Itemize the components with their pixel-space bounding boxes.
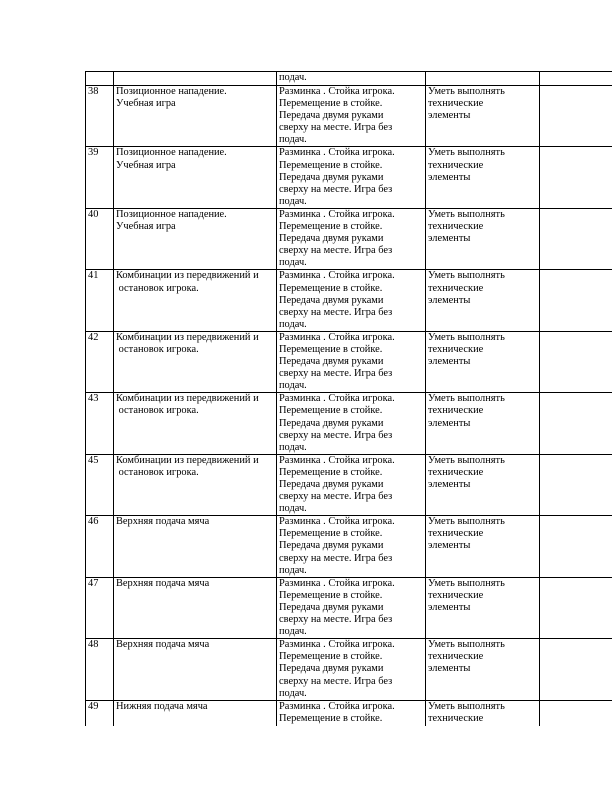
lesson-content-cell <box>277 639 426 700</box>
content-line: Перемещение в стойке. <box>279 98 383 110</box>
skills-line: элементы <box>428 171 471 183</box>
lesson-skills-cell <box>426 270 540 331</box>
content-line: Передача двумя руками <box>279 294 384 306</box>
lesson-skills-cell <box>426 331 540 392</box>
lesson-number-cell: 40 <box>86 208 114 269</box>
lesson-number-cell: 47 <box>86 577 114 638</box>
lesson-skills-cell <box>426 454 540 515</box>
skills-line: технические <box>428 651 484 663</box>
lesson-skills-cell <box>426 700 540 726</box>
lesson-content-cell <box>277 516 426 577</box>
table-body <box>86 72 612 726</box>
skills-line: технические <box>428 528 484 540</box>
lesson-content-cell <box>277 270 426 331</box>
lesson-extra-cell <box>540 86 612 147</box>
content-line: Разминка . Стойка игрока. <box>279 331 395 343</box>
skills-line: технические <box>428 405 484 417</box>
lesson-content-cell <box>277 208 426 269</box>
content-line: Разминка . Стойка игрока. <box>279 393 395 405</box>
lesson-skills-cell <box>426 393 540 454</box>
content-line: Разминка . Стойка игрока. <box>279 700 395 712</box>
content-line: сверху на месте. Игра без <box>279 491 393 503</box>
lesson-extra-cell <box>540 393 612 454</box>
lesson-row <box>86 86 612 147</box>
lesson-extra-cell <box>540 72 612 86</box>
lesson-content-cell <box>277 393 426 454</box>
topic-line: Комбинации из передвижений и <box>116 331 259 343</box>
skills-line: Уметь выполнять <box>428 516 505 528</box>
lesson-number-cell: 48 <box>86 639 114 700</box>
lesson-topic-cell <box>114 639 277 700</box>
skills-line: технические <box>428 712 484 724</box>
content-line: Перемещение в стойке. <box>279 282 383 294</box>
lesson-row <box>86 577 612 638</box>
content-line: подач. <box>279 564 307 576</box>
skills-line: технические <box>428 343 484 355</box>
topic-line: Комбинации из передвижений и <box>116 270 259 282</box>
skills-line: Уметь выполнять <box>428 270 505 282</box>
topic-line: Позиционное нападение. <box>116 86 227 97</box>
lesson-number-cell: 38 <box>86 86 114 147</box>
skills-line: Уметь выполнять <box>428 331 505 343</box>
lesson-number-cell: 41 <box>86 270 114 331</box>
lesson-topic-cell <box>114 270 277 331</box>
lesson-topic-cell <box>114 147 277 208</box>
skills-line: технические <box>428 98 484 110</box>
content-line: подач. <box>279 441 307 453</box>
lesson-topic-cell <box>114 454 277 515</box>
content-line: подач. <box>279 257 307 269</box>
content-line: Передача двумя руками <box>279 601 384 613</box>
lesson-topic-cell <box>114 393 277 454</box>
skills-line: технические <box>428 466 484 478</box>
lesson-skills-cell <box>426 86 540 147</box>
skills-line: элементы <box>428 417 471 429</box>
lesson-topic-cell <box>114 72 277 86</box>
topic-line: Нижняя подача мяча <box>116 700 208 712</box>
topic-line: Учебная игра <box>116 221 176 233</box>
lesson-number-cell: 46 <box>86 516 114 577</box>
lesson-skills-cell <box>426 516 540 577</box>
content-line: Разминка . Стойка игрока. <box>279 639 395 651</box>
lesson-extra-cell <box>540 639 612 700</box>
content-line: Перемещение в стойке. <box>279 343 383 355</box>
topic-line: Верхняя подача мяча <box>116 577 210 589</box>
content-line: Передача двумя руками <box>279 540 384 552</box>
content-line: Перемещение в стойке. <box>279 712 383 724</box>
skills-line: технические <box>428 159 484 171</box>
skills-line: элементы <box>428 233 471 245</box>
content-line: Разминка . Стойка игрока. <box>279 86 395 97</box>
skills-line: элементы <box>428 601 471 613</box>
lesson-topic-cell <box>114 577 277 638</box>
lesson-row <box>86 516 612 577</box>
lesson-extra-cell <box>540 516 612 577</box>
content-line: Передача двумя руками <box>279 233 384 245</box>
content-line: подач. <box>279 134 307 146</box>
lesson-row <box>86 639 612 700</box>
topic-line: Позиционное нападение. <box>116 208 227 220</box>
skills-line: элементы <box>428 110 471 122</box>
lesson-extra-cell <box>540 208 612 269</box>
skills-line: технические <box>428 589 484 601</box>
topic-line: Позиционное нападение. <box>116 147 227 159</box>
lesson-row <box>86 331 612 392</box>
lesson-extra-cell <box>540 147 612 208</box>
skills-line: элементы <box>428 294 471 306</box>
skills-line: Уметь выполнять <box>428 700 505 712</box>
lesson-topic-cell <box>114 700 277 726</box>
content-line: Перемещение в стойке. <box>279 405 383 417</box>
content-line: Перемещение в стойке. <box>279 589 383 601</box>
content-line: Передача двумя руками <box>279 663 384 675</box>
lesson-content-cell <box>277 331 426 392</box>
content-line: подач. <box>279 626 307 638</box>
lesson-number-cell: 39 <box>86 147 114 208</box>
lesson-extra-cell <box>540 577 612 638</box>
lesson-extra-cell <box>540 700 612 726</box>
content-line: Передача двумя руками <box>279 417 384 429</box>
continued-row <box>86 72 612 86</box>
content-line: Перемещение в стойке. <box>279 528 383 540</box>
lesson-extra-cell <box>540 331 612 392</box>
lesson-row <box>86 208 612 269</box>
lesson-content-cell <box>277 700 426 726</box>
skills-line: Уметь выполнять <box>428 639 505 651</box>
topic-line: Учебная игра <box>116 159 176 171</box>
lesson-number-cell: 49 <box>86 700 114 726</box>
skills-line: Уметь выполнять <box>428 147 505 159</box>
content-line: Перемещение в стойке. <box>279 159 383 171</box>
lesson-number-cell <box>86 72 114 86</box>
content-line: Перемещение в стойке. <box>279 466 383 478</box>
content-line: подач. <box>279 503 307 515</box>
lesson-row <box>86 393 612 454</box>
content-line: Разминка . Стойка игрока. <box>279 454 395 466</box>
topic-line: Верхняя подача мяча <box>116 516 210 528</box>
skills-line: Уметь выполнять <box>428 208 505 220</box>
lesson-topic-cell <box>114 86 277 147</box>
lesson-row <box>86 147 612 208</box>
lesson-row <box>86 270 612 331</box>
topic-line: остановок игрока. <box>116 466 199 478</box>
topic-line: Комбинации из передвижений и <box>116 454 259 466</box>
lesson-content-cell <box>277 147 426 208</box>
skills-line: Уметь выполнять <box>428 86 505 97</box>
lesson-number-cell: 45 <box>86 454 114 515</box>
skills-line: технические <box>428 282 484 294</box>
lesson-plan-table <box>85 71 612 726</box>
topic-line: Верхняя подача мяча <box>116 639 210 651</box>
topic-line: остановок игрока. <box>116 282 199 294</box>
content-line: подач. <box>279 687 307 699</box>
content-line: сверху на месте. Игра без <box>279 614 393 626</box>
content-line: Разминка . Стойка игрока. <box>279 208 395 220</box>
lesson-number-cell: 43 <box>86 393 114 454</box>
topic-line: остановок игрока. <box>116 405 199 417</box>
content-line: сверху на месте. Игра без <box>279 122 393 134</box>
content-line: сверху на месте. Игра без <box>279 245 393 257</box>
skills-line: элементы <box>428 479 471 490</box>
lesson-content-cell <box>277 454 426 515</box>
lesson-topic-cell <box>114 208 277 269</box>
content-line: сверху на месте. Игра без <box>279 368 393 380</box>
lesson-topic-cell <box>114 331 277 392</box>
lesson-content-cell: подач. <box>277 72 426 86</box>
content-line: Передача двумя руками <box>279 171 384 183</box>
lesson-skills-cell <box>426 72 540 86</box>
lesson-skills-cell <box>426 639 540 700</box>
lesson-extra-cell <box>540 454 612 515</box>
content-line: Разминка . Стойка игрока. <box>279 147 395 159</box>
content-line: сверху на месте. Игра без <box>279 183 393 195</box>
lesson-content-cell <box>277 86 426 147</box>
lesson-skills-cell <box>426 577 540 638</box>
skills-line: элементы <box>428 663 471 675</box>
content-line: подач. <box>279 380 307 392</box>
content-line: Перемещение в стойке. <box>279 221 383 233</box>
content-line: сверху на месте. Игра без <box>279 552 393 564</box>
content-line: Передача двумя руками <box>279 356 384 368</box>
lesson-extra-cell <box>540 270 612 331</box>
content-line: подач. <box>279 195 307 207</box>
lesson-number-cell: 42 <box>86 331 114 392</box>
skills-line: Уметь выполнять <box>428 454 505 466</box>
lesson-row <box>86 454 612 515</box>
content-line: Разминка . Стойка игрока. <box>279 516 395 528</box>
content-line: Разминка . Стойка игрока. <box>279 577 395 589</box>
skills-line: Уметь выполнять <box>428 577 505 589</box>
skills-line: элементы <box>428 540 471 552</box>
content-line: Передача двумя руками <box>279 110 384 122</box>
topic-line: Комбинации из передвижений и <box>116 393 259 405</box>
content-line: сверху на месте. Игра без <box>279 429 393 441</box>
lesson-skills-cell <box>426 147 540 208</box>
content-line: Передача двумя руками <box>279 479 384 490</box>
lesson-skills-cell <box>426 208 540 269</box>
content-line: подач. <box>279 318 307 330</box>
skills-line: элементы <box>428 356 471 368</box>
content-line: сверху на месте. Игра без <box>279 306 393 318</box>
lesson-row <box>86 700 612 726</box>
skills-line: технические <box>428 221 484 233</box>
content-line: Перемещение в стойке. <box>279 651 383 663</box>
skills-line: Уметь выполнять <box>428 393 505 405</box>
lesson-topic-cell <box>114 516 277 577</box>
topic-line: остановок игрока. <box>116 343 199 355</box>
lesson-content-cell <box>277 577 426 638</box>
content-line: Разминка . Стойка игрока. <box>279 270 395 282</box>
content-line: сверху на месте. Игра без <box>279 675 393 687</box>
topic-line: Учебная игра <box>116 98 176 110</box>
